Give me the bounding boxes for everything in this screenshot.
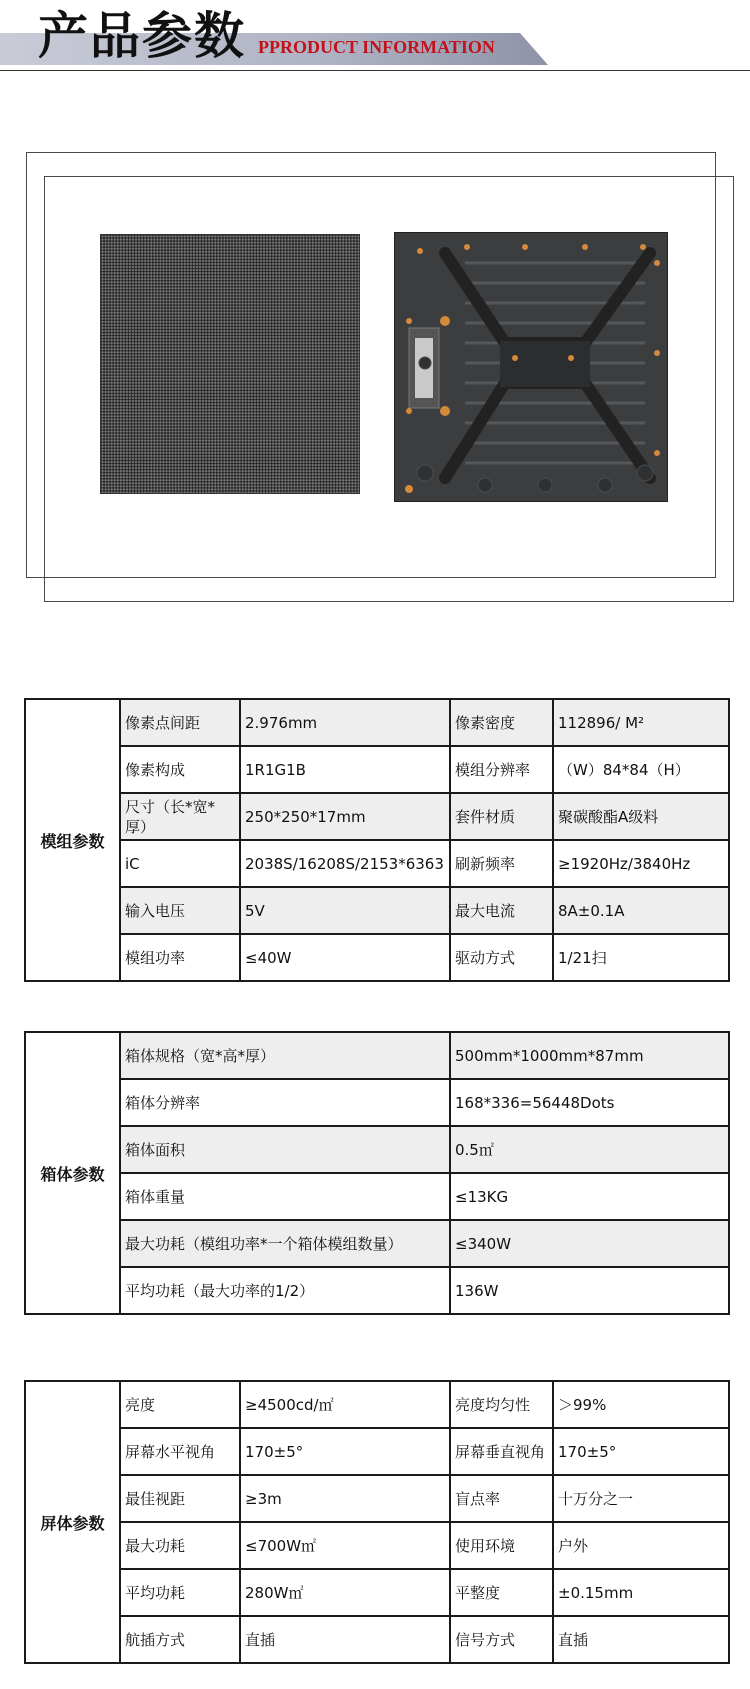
param-value: 0.5㎡ — [450, 1126, 729, 1173]
param-value: 8A±0.1A — [553, 887, 729, 934]
param-value: ≤700W㎡ — [240, 1522, 450, 1569]
param-name: 箱体规格（宽*高*厚） — [120, 1032, 450, 1079]
param-name: 最大功耗（模组功率*一个箱体模组数量） — [120, 1220, 450, 1267]
param-name: 屏幕垂直视角 — [450, 1428, 553, 1475]
param-name: 盲点率 — [450, 1475, 553, 1522]
param-value: 168*336=56448Dots — [450, 1079, 729, 1126]
param-name: 屏幕水平视角 — [120, 1428, 240, 1475]
param-name: 模组分辨率 — [450, 746, 553, 793]
param-name: 航插方式 — [120, 1616, 240, 1663]
param-name: 平整度 — [450, 1569, 553, 1616]
table-row — [25, 1079, 729, 1126]
param-value: 5V — [240, 887, 450, 934]
param-name: 平均功耗（最大功率的1/2） — [120, 1267, 450, 1314]
screen-params-table — [24, 1380, 730, 1664]
param-value: 聚碳酸酯A级料 — [553, 793, 729, 840]
param-name: 输入电压 — [120, 887, 240, 934]
table-row — [25, 1428, 729, 1475]
param-value: ≥1920Hz/3840Hz — [553, 840, 729, 887]
param-name: 箱体重量 — [120, 1173, 450, 1220]
param-value: 136W — [450, 1267, 729, 1314]
param-name: 尺寸（长*宽*厚） — [120, 793, 240, 840]
param-name: 信号方式 — [450, 1616, 553, 1663]
param-value: 1R1G1B — [240, 746, 450, 793]
table-row — [25, 887, 729, 934]
param-value: 500mm*1000mm*87mm — [450, 1032, 729, 1079]
param-name: 亮度均匀性 — [450, 1381, 553, 1428]
param-name: 平均功耗 — [120, 1569, 240, 1616]
param-value: 十万分之一 — [553, 1475, 729, 1522]
table-row — [25, 699, 729, 746]
table-row — [25, 1616, 729, 1663]
led-module-back-image — [394, 232, 668, 502]
param-name: 箱体分辨率 — [120, 1079, 450, 1126]
param-value: 170±5° — [240, 1428, 450, 1475]
cabinet-params-table — [24, 1031, 730, 1315]
param-name: 驱动方式 — [450, 934, 553, 981]
table-row — [25, 1267, 729, 1314]
param-value: ≥4500cd/㎡ — [240, 1381, 450, 1428]
table-row — [25, 746, 729, 793]
param-name: 像素密度 — [450, 699, 553, 746]
param-value: ±0.15mm — [553, 1569, 729, 1616]
param-name: 最大电流 — [450, 887, 553, 934]
table-row — [25, 1475, 729, 1522]
table-row — [25, 1569, 729, 1616]
category-label: 模组参数 — [25, 699, 120, 981]
param-name: 使用环境 — [450, 1522, 553, 1569]
param-value: ≤340W — [450, 1220, 729, 1267]
param-value: ≥3m — [240, 1475, 450, 1522]
param-value: （W）84*84（H） — [553, 746, 729, 793]
table-row — [25, 1173, 729, 1220]
param-name: 像素构成 — [120, 746, 240, 793]
param-value: 直插 — [553, 1616, 729, 1663]
page-title: 产品参数 — [38, 6, 246, 65]
param-name: 像素点间距 — [120, 699, 240, 746]
table-row — [25, 1126, 729, 1173]
module-params-table — [24, 698, 730, 982]
page-subtitle: PPRODUCT INFORMATION — [258, 37, 495, 57]
param-value: 户外 — [553, 1522, 729, 1569]
param-name: 模组功率 — [120, 934, 240, 981]
param-value: 250*250*17mm — [240, 793, 450, 840]
table-row — [25, 1032, 729, 1079]
param-value: ≤13KG — [450, 1173, 729, 1220]
param-name: 套件材质 — [450, 793, 553, 840]
category-label: 箱体参数 — [25, 1032, 120, 1314]
param-value: 112896/ M² — [553, 699, 729, 746]
param-value: 280W㎡ — [240, 1569, 450, 1616]
param-value: 170±5° — [553, 1428, 729, 1475]
category-label: 屏体参数 — [25, 1381, 120, 1663]
param-value: 2038S/16208S/2153*6363 — [240, 840, 450, 887]
param-value: 直插 — [240, 1616, 450, 1663]
param-value: 2.976mm — [240, 699, 450, 746]
param-value: ＞99% — [553, 1381, 729, 1428]
table-row — [25, 793, 729, 840]
param-name: 亮度 — [120, 1381, 240, 1428]
led-module-front-image — [100, 234, 360, 494]
table-row — [25, 1522, 729, 1569]
param-name: 箱体面积 — [120, 1126, 450, 1173]
param-value: 1/21扫 — [553, 934, 729, 981]
table-row — [25, 1220, 729, 1267]
header-divider — [0, 70, 750, 71]
table-row — [25, 1381, 729, 1428]
param-name: 刷新频率 — [450, 840, 553, 887]
table-row — [25, 934, 729, 981]
param-name: 最佳视距 — [120, 1475, 240, 1522]
param-value: ≤40W — [240, 934, 450, 981]
led-module-back-drawing — [395, 233, 667, 501]
param-name: iC — [120, 840, 240, 887]
param-name: 最大功耗 — [120, 1522, 240, 1569]
table-row — [25, 840, 729, 887]
